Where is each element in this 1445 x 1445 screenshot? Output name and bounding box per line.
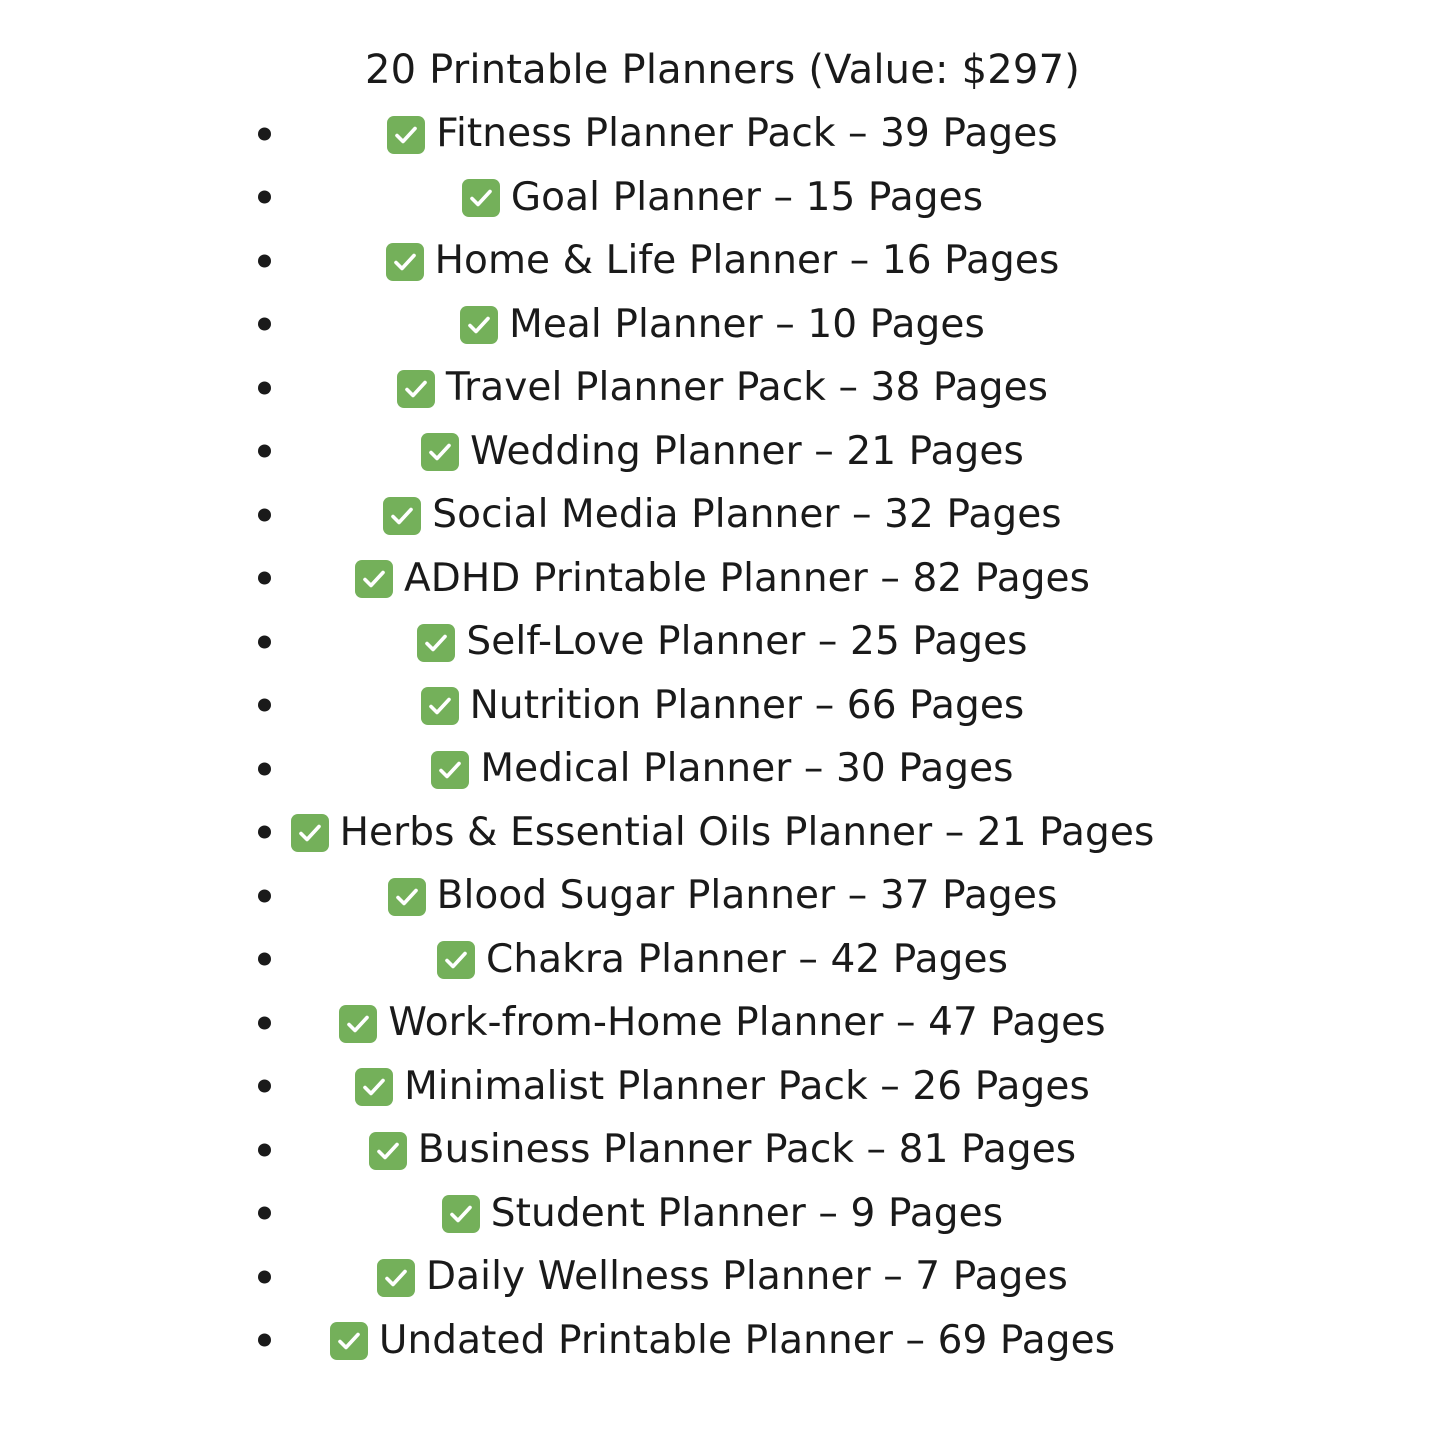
list-item — [40, 1182, 1405, 1246]
bullet-icon — [258, 572, 271, 585]
bullet-icon — [258, 953, 271, 966]
list-item-content — [339, 1000, 1106, 1046]
list-item — [40, 356, 1405, 420]
green-check-icon — [462, 179, 500, 217]
list-item-content — [421, 682, 1025, 728]
bullet-icon — [258, 1143, 271, 1156]
list-item-label: Chakra Planner – 42 Pages — [485, 936, 1009, 982]
list-item — [40, 102, 1405, 166]
list-item-label: Travel Planner Pack – 38 Pages — [445, 365, 1049, 411]
list-item-label: Self-Love Planner – 25 Pages — [466, 619, 1028, 665]
list-item — [40, 991, 1405, 1055]
green-check-icon — [421, 687, 459, 725]
list-item-content — [388, 873, 1058, 919]
green-check-icon — [397, 370, 435, 408]
list-item-label: Wedding Planner – 21 Pages — [470, 428, 1024, 474]
list-item-content — [431, 746, 1014, 792]
list-item-content — [437, 936, 1009, 982]
bullet-icon — [258, 1207, 271, 1220]
bullet-icon — [258, 1080, 271, 1093]
green-check-icon — [291, 814, 329, 852]
list-item-content — [377, 1254, 1068, 1300]
bullet-icon — [258, 1334, 271, 1347]
list-item-label: Goal Planner – 15 Pages — [510, 174, 984, 220]
list-item-label: Blood Sugar Planner – 37 Pages — [436, 873, 1058, 919]
list-item-content — [355, 555, 1091, 601]
list-item — [40, 547, 1405, 611]
green-check-icon — [330, 1322, 368, 1360]
list-item — [40, 610, 1405, 674]
list-item — [40, 737, 1405, 801]
green-check-icon — [388, 878, 426, 916]
bullet-icon — [258, 381, 271, 394]
green-check-icon — [442, 1195, 480, 1233]
list-item — [40, 801, 1405, 865]
green-check-icon — [437, 941, 475, 979]
bullet-icon — [258, 318, 271, 331]
list-item-label: Nutrition Planner – 66 Pages — [469, 682, 1025, 728]
list-item-label: ADHD Printable Planner – 82 Pages — [403, 555, 1091, 601]
green-check-icon — [355, 560, 393, 598]
list-item — [40, 1118, 1405, 1182]
list-item-content — [442, 1190, 1004, 1236]
green-check-icon — [355, 1068, 393, 1106]
list-item — [40, 1309, 1405, 1373]
list-item-content — [417, 619, 1028, 665]
list-item-content — [330, 1317, 1116, 1363]
list-item-content — [421, 428, 1024, 474]
green-check-icon — [421, 433, 459, 471]
list-item-content — [397, 365, 1049, 411]
list-item-label: Medical Planner – 30 Pages — [480, 746, 1014, 792]
list-item-label: Meal Planner – 10 Pages — [509, 301, 985, 347]
bullet-icon — [258, 1016, 271, 1029]
planner-list — [40, 102, 1405, 1372]
bullet-icon — [258, 762, 271, 775]
list-item-label: Daily Wellness Planner – 7 Pages — [426, 1254, 1068, 1300]
list-item-label: Business Planner Pack – 81 Pages — [417, 1127, 1077, 1173]
list-item-content — [462, 174, 984, 220]
green-check-icon — [431, 751, 469, 789]
list-item — [40, 864, 1405, 928]
list-item-label: Fitness Planner Pack – 39 Pages — [436, 111, 1058, 157]
list-item — [40, 483, 1405, 547]
green-check-icon — [386, 243, 424, 281]
list-item-content — [460, 301, 985, 347]
bullet-icon — [258, 889, 271, 902]
list-item — [40, 293, 1405, 357]
list-item-label: Minimalist Planner Pack – 26 Pages — [404, 1063, 1090, 1109]
green-check-icon — [377, 1259, 415, 1297]
green-check-icon — [339, 1005, 377, 1043]
green-check-icon — [417, 624, 455, 662]
list-item — [40, 1245, 1405, 1309]
bullet-icon — [258, 127, 271, 140]
list-item-label: Student Planner – 9 Pages — [490, 1190, 1004, 1236]
list-item-label: Herbs & Essential Oils Planner – 21 Pages — [339, 809, 1155, 855]
list-item-content — [386, 238, 1060, 284]
bullet-icon — [258, 508, 271, 521]
list-item — [40, 674, 1405, 738]
list-item-label: Work-from-Home Planner – 47 Pages — [388, 1000, 1106, 1046]
list-item — [40, 928, 1405, 992]
list-item — [40, 420, 1405, 484]
list-item-content — [387, 111, 1058, 157]
bullet-icon — [258, 699, 271, 712]
list-item-content — [355, 1063, 1090, 1109]
bullet-icon — [258, 635, 271, 648]
bullet-icon — [258, 254, 271, 267]
bullet-icon — [258, 826, 271, 839]
list-item-label: Undated Printable Planner – 69 Pages — [378, 1317, 1116, 1363]
bullet-icon — [258, 1270, 271, 1283]
list-item — [40, 229, 1405, 293]
list-item — [40, 166, 1405, 230]
green-check-icon — [387, 116, 425, 154]
green-check-icon — [383, 497, 421, 535]
list-item-content — [383, 492, 1062, 538]
list-item-label: Home & Life Planner – 16 Pages — [434, 238, 1060, 284]
list-item — [40, 1055, 1405, 1119]
list-item-content — [369, 1127, 1077, 1173]
page-title: 20 Printable Planners (Value: $297) — [364, 47, 1081, 93]
list-item-label: Social Media Planner – 32 Pages — [432, 492, 1062, 538]
bullet-icon — [258, 191, 271, 204]
bullet-icon — [258, 445, 271, 458]
list-item-content — [291, 809, 1155, 855]
green-check-icon — [369, 1132, 407, 1170]
green-check-icon — [460, 306, 498, 344]
